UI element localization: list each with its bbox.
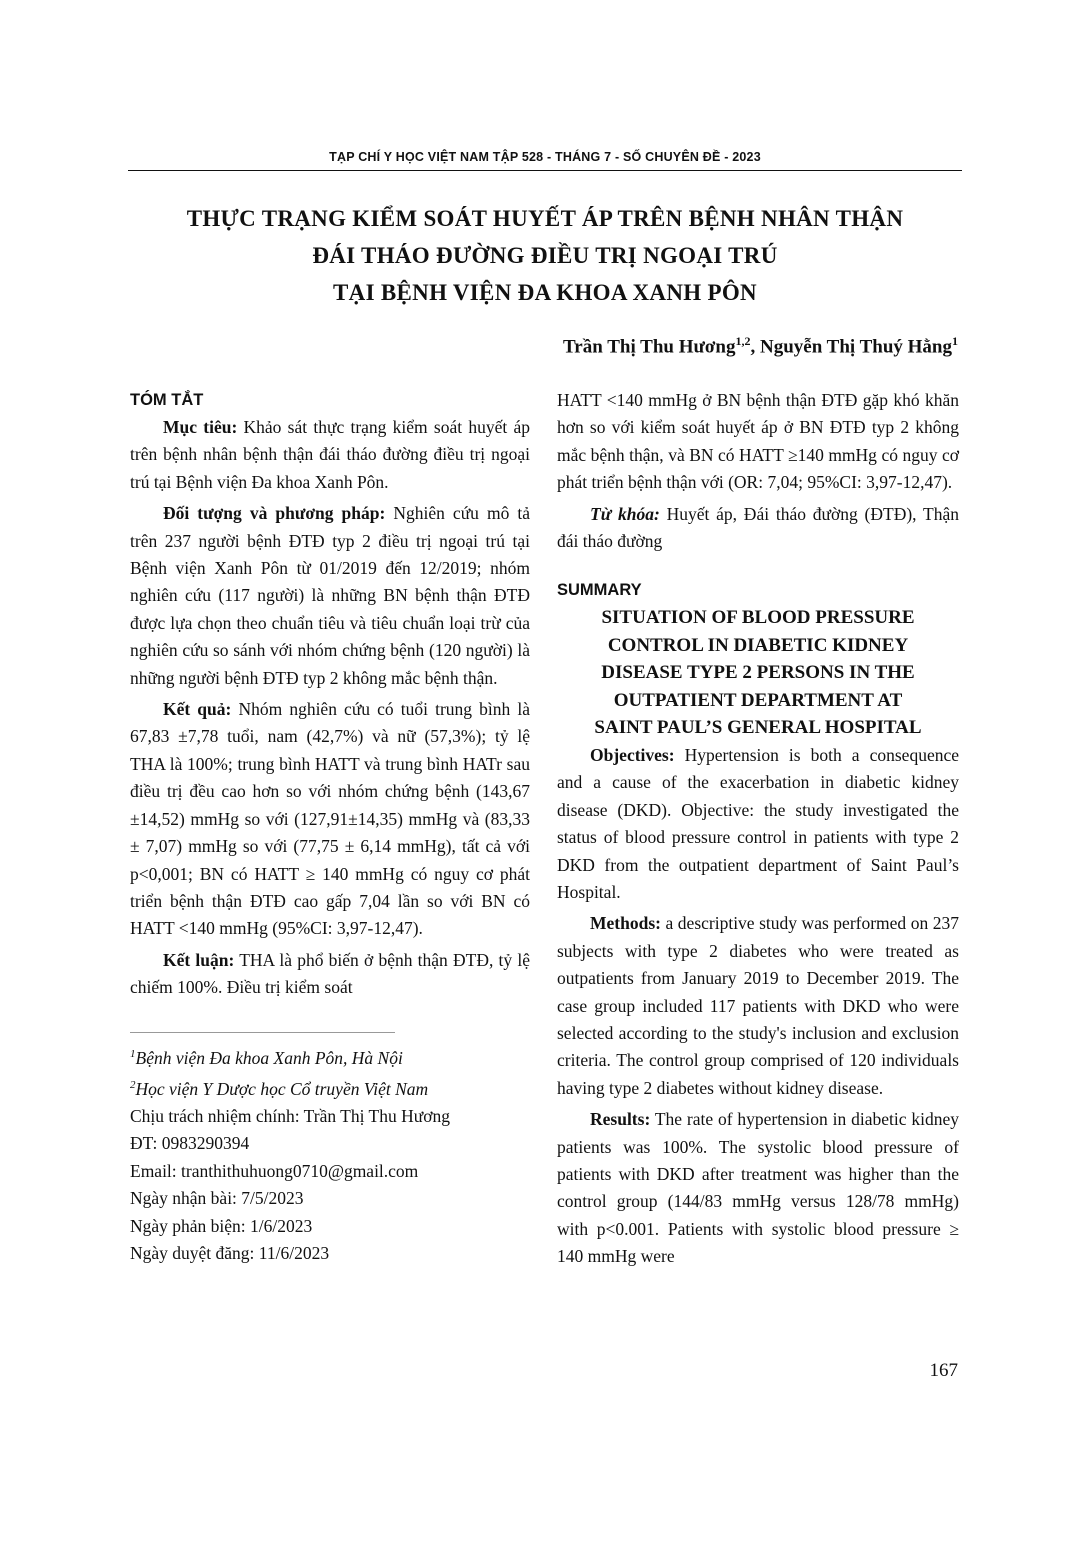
abstract-conclusion — [130, 947, 530, 1002]
summary-results — [557, 1106, 959, 1270]
english-title-line: DISEASE TYPE 2 PERSONS IN THE — [601, 662, 915, 684]
keywords-text: Huyết áp, Đái tháo đường (ĐTĐ), Thận đái tháo đường — [557, 503, 959, 552]
english-title-line: OUTPATIENT DEPARTMENT AT — [613, 689, 903, 711]
conclusion-label: Kết luận: — [163, 949, 235, 970]
header-rule — [128, 170, 962, 171]
title-line: ĐÁI THÁO ĐƯỜNG ĐIỀU TRỊ NGOẠI TRÚ — [312, 243, 778, 268]
author-affiliation-marker: 1,2 — [735, 334, 751, 348]
phone-number: ĐT: 0983290394 — [130, 1133, 250, 1154]
affiliation-text: Bệnh viện Đa khoa Xanh Pôn, Hà Nội — [135, 1047, 403, 1068]
email-address: Email: tranthithuhuong0710@gmail.com — [130, 1160, 419, 1181]
methods-label: Methods: — [590, 913, 661, 934]
methods-label: Đối tượng và phương pháp: — [163, 503, 386, 524]
running-head: TẠP CHÍ Y HỌC VIỆT NAM TẬP 528 - THÁNG 7 - SỐ CHUYÊN ĐỀ - 2023 — [329, 150, 761, 164]
affiliation-2 — [130, 1072, 530, 1103]
abstract-conclusion-continued: HATT <140 mmHg ở BN bệnh thận ĐTĐ gặp khó khăn hơn so với kiểm soát huyết áp ở BN ĐTĐ typ 2 không mắc bệnh thận, và BN có HATT ≥140 mmHg có nguy cơ phát triển bệnh thận với (OR: 7,04; 95%CI: 3,97-12,47). — [557, 390, 959, 493]
english-title-line: SITUATION OF BLOOD PRESSURE — [601, 607, 915, 629]
objective-label: Mục tiêu: — [163, 417, 238, 437]
english-title — [557, 604, 959, 742]
english-title-line: SAINT PAUL’S GENERAL HOSPITAL — [594, 717, 922, 739]
methods-text: Nghiên cứu mô tả trên 237 người bệnh ĐTĐ typ 2 điều trị ngoại trú tại Bệnh viện Xanh Pôn từ 01/2019 đến 12/2019; nhóm nghiên cứu (117 người) là những BN bệnh thận ĐTĐ được lựa chọn theo chuẩn tiêu và tiêu chuẩn loại trừ của nghiên cứu so sánh với nhóm chứng bệnh (120 người) là những người bệnh ĐTĐ typ 2 không mắc bệnh thận. — [130, 503, 530, 688]
author-name: Nguyễn Thị Thuý Hằng — [759, 336, 952, 358]
page-number: 167 — [929, 1360, 958, 1381]
author-list — [563, 334, 958, 358]
objectives-label: Objectives: — [590, 744, 675, 765]
abstract-results — [130, 696, 530, 943]
affiliation-1 — [130, 1041, 530, 1072]
left-column — [130, 387, 530, 1267]
date-received: Ngày nhận bài: 7/5/2023 — [130, 1188, 304, 1209]
english-summary-heading: SUMMARY — [557, 581, 642, 600]
author-separator: , — [750, 336, 760, 358]
results-label: Kết quả: — [163, 699, 232, 720]
author-affiliation-marker: 1 — [952, 334, 958, 348]
right-column — [557, 387, 959, 1275]
title-line: TẠI BỆNH VIỆN ĐA KHOA XANH PÔN — [333, 280, 757, 305]
affiliation-text: Học viện Y Dược học Cổ truyền Việt Nam — [135, 1078, 429, 1099]
keywords-label: Từ khóa: — [590, 503, 660, 524]
objective-text: Khảo sát thực trạng kiểm soát huyết áp trên bệnh nhân bệnh thận đái tháo đường điều trị ngoại trú tại Bệnh viện Đa khoa Xanh Pôn. — [130, 417, 530, 492]
affiliation-marker: 1 — [130, 1047, 136, 1060]
vietnamese-abstract-heading: TÓM TẮT — [130, 391, 204, 409]
summary-objectives — [557, 742, 959, 906]
corresponding-author: Chịu trách nhiệm chính: Trần Thị Thu Hương — [130, 1106, 450, 1126]
abstract-objective — [130, 414, 530, 496]
methods-text: a descriptive study was performed on 237 subjects with type 2 diabetes who were treated as outpatients from January 2019 to December 2019. The case group included 117 patients with DKD who were selected according to the study's inclusion and exclusion criteria. The control group comprised of 120 individuals having type 2 diabetes without kidney disease. — [557, 913, 959, 1098]
title-line: THỰC TRẠNG KIỂM SOÁT HUYẾT ÁP TRÊN BỆNH NHÂN THẬN — [186, 206, 904, 231]
english-title-line: CONTROL IN DIABETIC KIDNEY — [607, 634, 909, 656]
footnote-divider — [130, 1032, 395, 1033]
conclusion-text: THA là phổ biến ở bệnh thận ĐTĐ, tỷ lệ chiếm 100%. Điều trị kiểm soát — [130, 949, 530, 998]
article-title — [128, 200, 962, 311]
results-text: Nhóm nghiên cứu có tuổi trung bình là 67,83 ±7,78 tuổi, nam (42,7%) và nữ (57,3%); tỷ lệ THA là 100%; trung bình HATT và trung bình HATr sau điều trị đều cao hơn so với nhóm chứng bệnh (143,67 ±14,52) mmHg so với (127,91±14,35) mmHg và (83,33 ± 7,07) mmHg so với (77,75 ± 6,14 mmHg), tất cả với p<0,001; BN có HATT ≥ 140 mmHg có nguy cơ phát triển bệnh thận ĐTĐ cao gấp 7,04 lần so với BN có HATT <140 mmHg (95%CI: 3,97-12,47). — [130, 699, 530, 939]
abstract-keywords — [557, 501, 959, 556]
author-name: Trần Thị Thu Hương — [563, 336, 736, 358]
results-label: Results: — [590, 1109, 651, 1130]
abstract-methods — [130, 500, 530, 692]
results-text: The rate of hypertension in diabetic kidney patients was 100%. The systolic blood pressure of patients with DKD after treatment was higher than the control group (144/83 mmHg versus 128/78 mmHg) with p<0.001. Patients with systolic blood pressure ≥ 140 mmHg were — [557, 1109, 959, 1267]
date-reviewed: Ngày phản biện: 1/6/2023 — [130, 1215, 313, 1236]
affiliation-marker: 2 — [130, 1078, 136, 1091]
objectives-text: Hypertension is both a consequence and a cause of the exacerbation in diabetic kidney disease (DKD). Objective: the study investigated the status of blood pressure control in patients with type 2 DKD from the outpatient department of Saint Paul’s Hospital. — [557, 744, 959, 902]
date-accepted: Ngày duyệt đăng: 11/6/2023 — [130, 1243, 330, 1264]
summary-methods — [557, 910, 959, 1102]
